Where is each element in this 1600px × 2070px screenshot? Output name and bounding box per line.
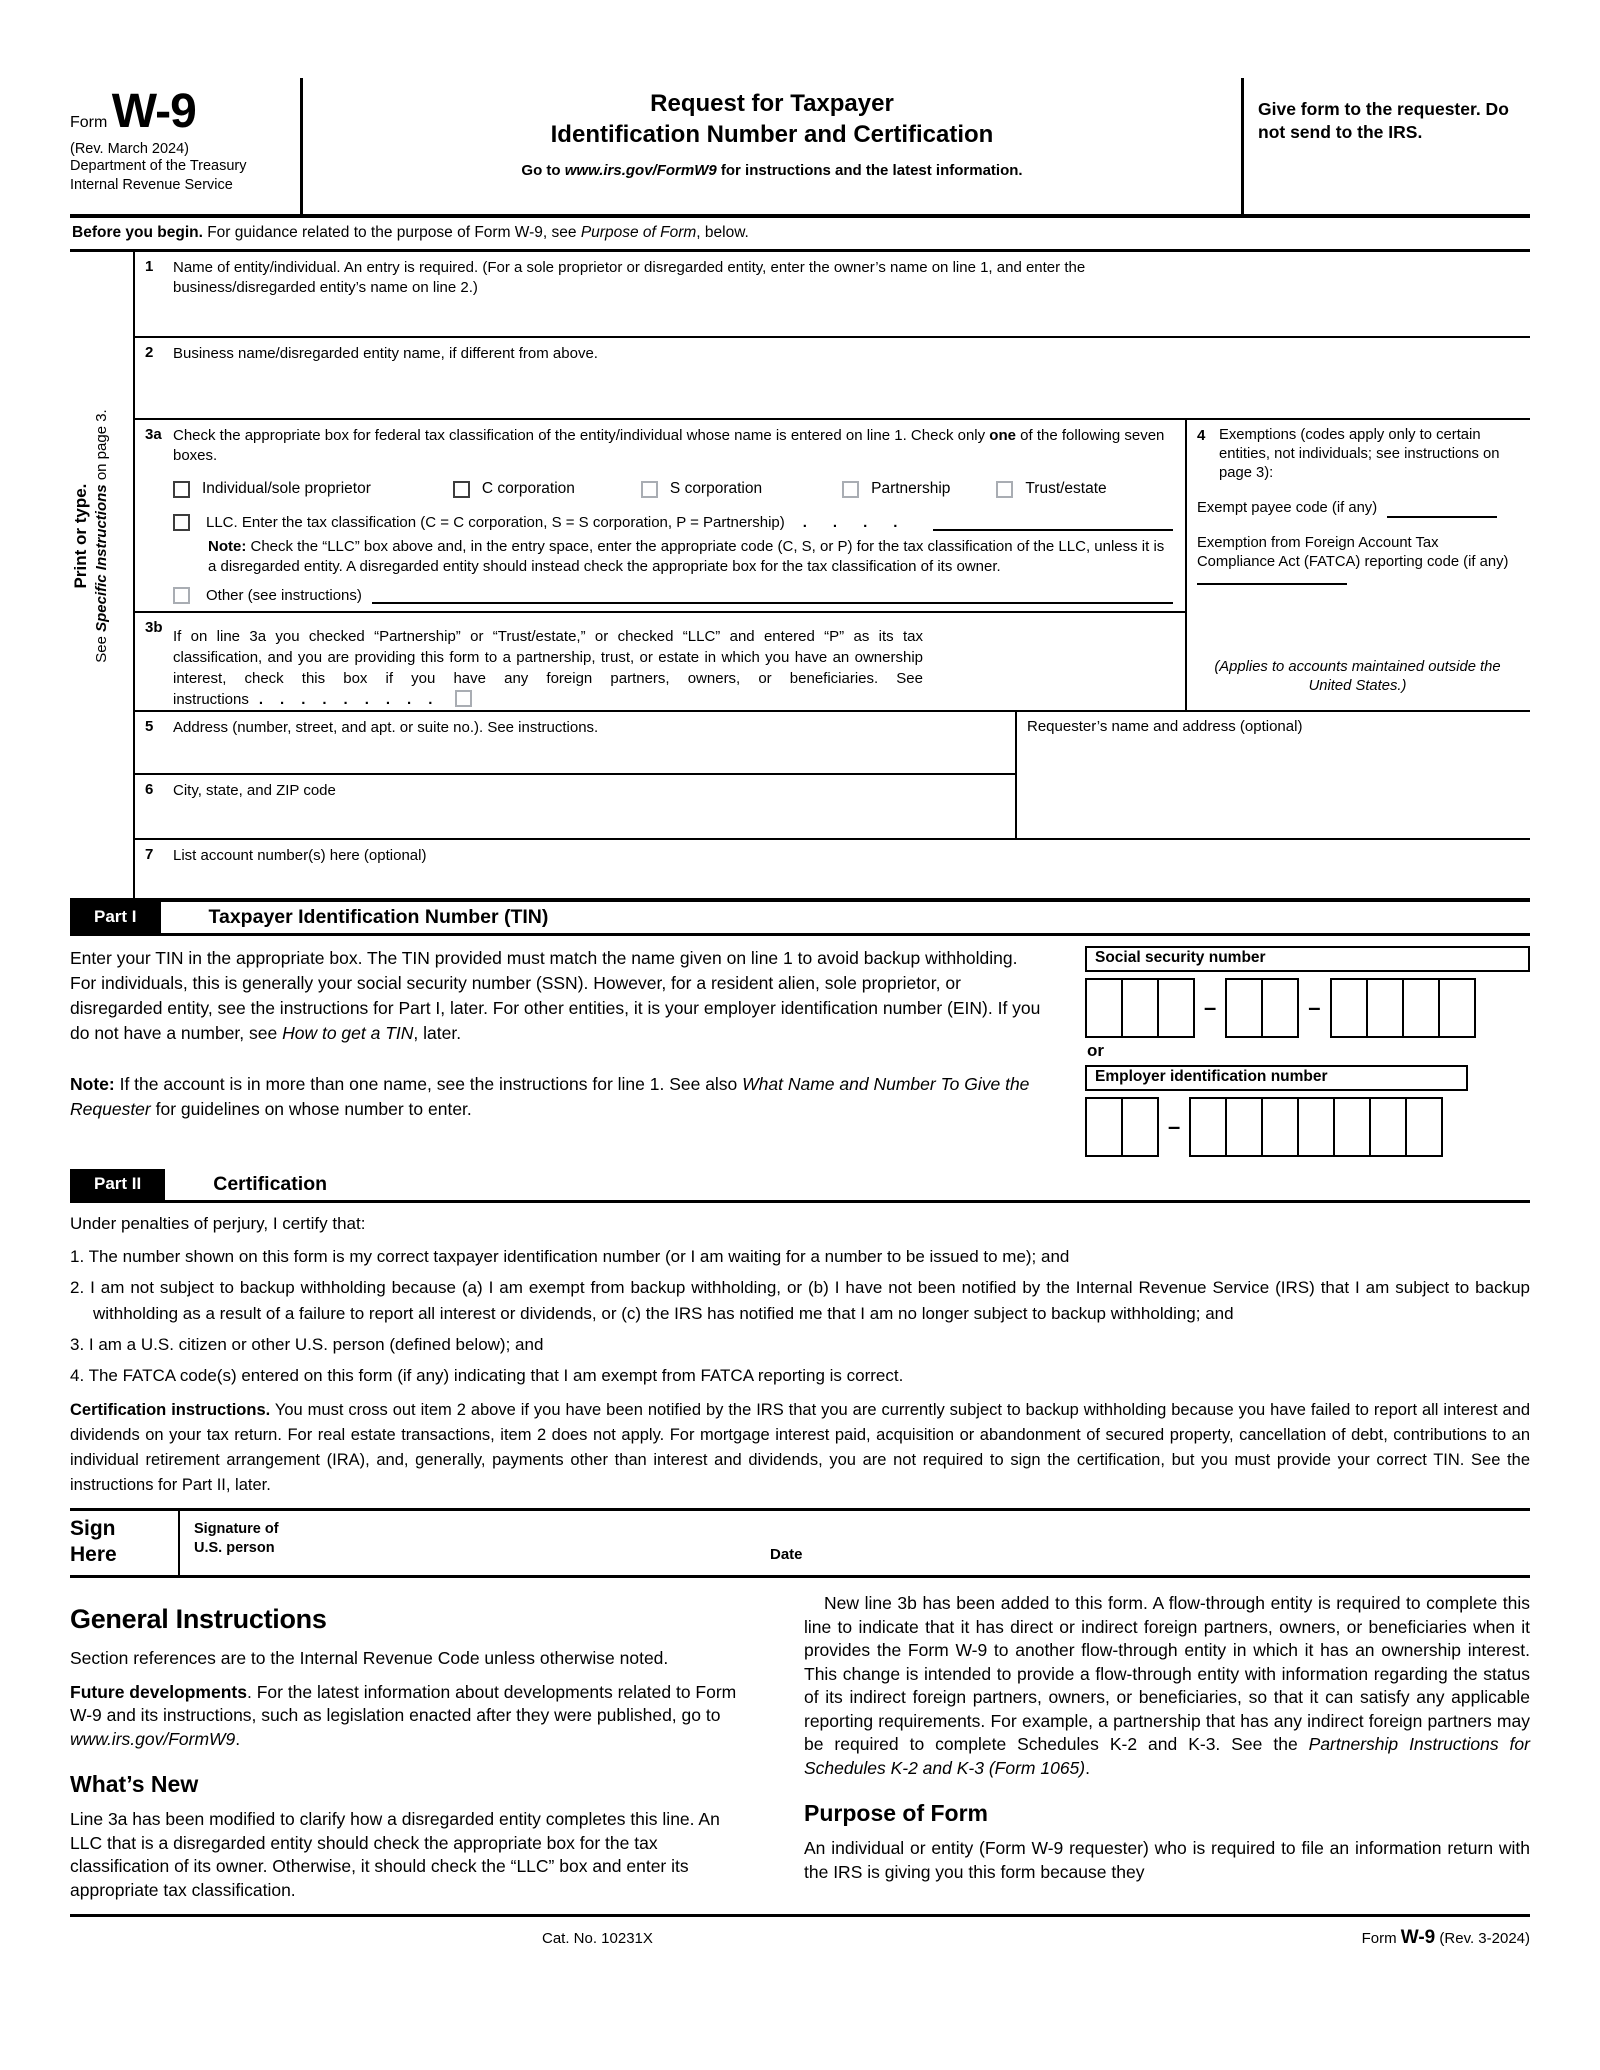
form-header <box>70 78 1530 218</box>
llc-label: LLC. Enter the tax classification (C = C corporation, S = S corporation, P = Partnership) <box>206 514 785 531</box>
fatca-row <box>1197 534 1518 591</box>
see-instructions-label: See Specific Instructions on page 3. <box>92 409 110 663</box>
field-row-3-4 <box>135 420 1530 712</box>
line4-label: Exemptions (codes apply only to certain entities, not individuals; see instructions on page 3): <box>1219 427 1500 481</box>
certification-item-1: 1. The number shown on this form is my correct taxpayer identification number (or I am waiting for a number to be issued to me); and <box>70 1247 1070 1266</box>
tax-classification-options <box>173 480 1173 498</box>
part2-body <box>70 1203 1530 1508</box>
form-number: W-9 <box>111 85 196 138</box>
checkbox-other[interactable] <box>173 587 190 604</box>
other-entry[interactable] <box>372 588 1173 604</box>
exempt-payee-code-entry[interactable] <box>1387 504 1497 518</box>
certification-intro: Under penalties of perjury, I certify that: <box>70 1214 366 1233</box>
whats-new-paragraph: Line 3a has been modified to clarify how a disregarded entity completes this line. An LLC that is a disregarded entity should check the appropriate box for the tax classification of its owner. Otherwise, it should check the “LLC” box and enter its appropriate tax classification. <box>70 1809 720 1900</box>
checkbox-trust-estate[interactable] <box>996 481 1013 498</box>
certification-item-3: 3. I am a U.S. citizen or other U.S. person (defined below); and <box>70 1335 544 1354</box>
option-label: S corporation <box>669 480 763 497</box>
ssn-label-box: Social security number <box>1085 946 1530 972</box>
field-column-4 <box>1185 420 1530 710</box>
checkbox-foreign-partners[interactable] <box>455 690 472 707</box>
other-option-row <box>173 587 1173 604</box>
checkbox-individual-sole-proprietor[interactable] <box>173 481 190 498</box>
other-label: Other (see instructions) <box>206 587 362 604</box>
line2-number: 2 <box>145 344 154 361</box>
field-rows <box>135 252 1530 898</box>
leader-dots: ......... <box>258 691 450 708</box>
line5-number: 5 <box>145 718 154 735</box>
signature-label: Signature of U.S. person <box>194 1521 279 1556</box>
part1-title: Taxpayer Identification Number (TIN) <box>208 906 549 928</box>
option-label: Partnership <box>871 480 951 497</box>
agency-line: Internal Revenue Service <box>70 177 233 193</box>
field-row-1 <box>135 252 1530 338</box>
llc-note: Note: Check the “LLC” box above and, in the entry space, enter the appropriate code (C, S, or P) for the tax classification of the LLC, unless it is a disregarded entity. A disregarded entity should instead check the appropriate box for the tax classification of its owner. <box>208 538 1165 575</box>
form-title <box>303 88 1241 150</box>
future-developments-paragraph: Future developments. For the latest information about developments related to Form W-9 and its instructions, such as legislation enacted after they were published, go to www.irs.gov/FormW9. <box>70 1681 737 1749</box>
or-label: or <box>1087 1041 1104 1060</box>
part1-paragraph: Enter your TIN in the appropriate box. The TIN provided must match the name given on line 1 to avoid backup withholding. For individuals, this is generally your social security number (SSN). However, for a resident alien, sole proprietor, or disregarded entity, see the instructions for Part I, later. For other entities, it is your employer identification number (EIN). If you do not have a number, see How to get a TIN, later. <box>70 948 1041 1043</box>
field-row-5 <box>135 712 1015 775</box>
form-revision: (Rev. March 2024) <box>70 141 189 157</box>
checkbox-c-corporation[interactable] <box>453 481 470 498</box>
print-or-type-sidebar <box>70 252 135 898</box>
department-line: Department of the Treasury <box>70 158 247 174</box>
field-row-5-6 <box>135 712 1530 840</box>
fatca-code-entry[interactable] <box>1197 573 1347 585</box>
purpose-of-form-paragraph: An individual or entity (Form W-9 requester) who is required to file an information return with the IRS is giving you this form because they <box>804 1838 1530 1882</box>
llc-option-row <box>173 514 1173 531</box>
part1-body <box>70 936 1530 1169</box>
section-references-paragraph: Section references are to the Internal Revenue Code unless otherwise noted. <box>70 1648 669 1668</box>
checkbox-partnership[interactable] <box>842 481 859 498</box>
exempt-payee-row <box>1197 499 1518 518</box>
ssn-group-2[interactable] <box>1225 978 1299 1038</box>
line6-number: 6 <box>145 781 154 798</box>
ssn-dash-1: – <box>1204 995 1217 1020</box>
goto-instruction: Go to www.irs.gov/FormW9 for instructions and the latest information. <box>521 162 1023 179</box>
print-or-type-label: Print or type. <box>70 483 90 589</box>
line4-number: 4 <box>1197 427 1206 444</box>
line7-label: List account number(s) here (optional) <box>173 847 427 864</box>
form-title-line2: Identification Number and Certification <box>550 121 994 148</box>
catalog-number: Cat. No. 10231X <box>542 1930 653 1947</box>
new-line-3b-paragraph: New line 3b has been added to this form. A flow-through entity is required to complete this line to indicate that it has direct or indirect foreign partners, owners, or beneficiaries when it provides the Form W-9 to another flow-through entity in which it has an ownership interest. This change is intended to provide a flow-through entity with information regarding the status of its indirect foreign partners, owners, or beneficiaries, so that it can satisfy any applicable reporting requirements. For example, a partnership that has any indirect foreign partners may be required to complete Schedules K-2 and K-3. See the Partnership Instructions for Schedules K-2 and K-3 (Form 1065). <box>804 1593 1530 1778</box>
requester-name-address-box[interactable] <box>1015 712 1530 838</box>
form-word: Form <box>70 114 108 131</box>
option-label: C corporation <box>481 480 575 497</box>
line7-number: 7 <box>145 846 154 863</box>
part2-header <box>70 1169 1530 1203</box>
ein-group-2[interactable] <box>1189 1097 1443 1157</box>
certification-item-4: 4. The FATCA code(s) entered on this form (if any) indicating that I am exempt from FATCA reporting is correct. <box>70 1366 904 1385</box>
line1-number: 1 <box>145 258 154 275</box>
fatca-label: Exemption from Foreign Account Tax Compliance Act (FATCA) reporting code (if any) <box>1197 535 1509 570</box>
field-row-3b <box>135 613 1185 710</box>
line2-label: Business name/disregarded entity name, if different from above. <box>173 345 598 362</box>
sign-here-label: Sign Here <box>70 1517 117 1566</box>
ssn-group-3[interactable] <box>1330 978 1476 1038</box>
general-instructions-title: General Instructions <box>70 1604 327 1634</box>
line5-label: Address (number, street, and apt. or suite no.). See instructions. <box>173 719 599 736</box>
purpose-of-form-title: Purpose of Form <box>804 1800 989 1826</box>
line3b-number: 3b <box>145 619 163 636</box>
date-input[interactable] <box>803 1511 1530 1575</box>
irs-url: www.irs.gov/FormW9 <box>564 162 717 179</box>
line3a-label: Check the appropriate box for federal tax classification of the entity/individual whose name is entered on line 1. Check only one of the following seven boxes. <box>173 427 1165 464</box>
form-fields-grid <box>70 252 1530 902</box>
certification-instructions: Certification instructions. You must cross out item 2 above if you have been notified by the IRS that you are currently subject to backup withholding because you have failed to report all interest and dividends on your tax return. For real estate transactions, item 2 does not apply. For mortgage interest paid, acquisition or abandonment of secured property, cancellation of debt, contributions to an individual retirement arrangement (IRA), and, generally, payments other than interest and dividends, you are not required to sign the certification, but you must provide your correct TIN. See the instructions for Part II, later. <box>70 1401 1530 1494</box>
ssn-input[interactable] <box>1085 978 1530 1038</box>
line1-label: Name of entity/individual. An entry is required. (For a sole proprietor or disregarded entity, enter the owner’s name on line 1, and enter the business/disregarded entity’s name on line 2.) <box>173 259 1086 296</box>
before-you-begin: Before you begin. For guidance related to the purpose of Form W-9, see Purpose of Form, below. <box>70 218 1530 252</box>
signature-input[interactable] <box>660 1511 770 1575</box>
instructions-left-column <box>70 1592 746 1912</box>
field-row-6 <box>135 775 1015 838</box>
leader-dots: .... <box>802 514 924 531</box>
instructions-right-column <box>804 1592 1530 1912</box>
form-title-block <box>303 78 1241 214</box>
field-row-2 <box>135 338 1530 420</box>
part1-note: Note: If the account is in more than one name, see the instructions for line 1. See also What Name and Number To Give the Requester for guidelines on whose number to enter. <box>70 1074 1030 1119</box>
tin-entry-column <box>1085 946 1530 1157</box>
part1-header <box>70 902 1530 936</box>
field-row-3a <box>135 420 1185 613</box>
ein-group-1[interactable] <box>1085 1097 1159 1157</box>
page-footer <box>70 1914 1530 1949</box>
line3b-label: If on line 3a you checked “Partnership” or “Trust/estate,” or checked “LLC” and entered “P” as its tax classification, and you are providing this form to a partnership, trust, or estate in which you have an ownership interest, check this box if you have any foreign partners, owners, or beneficiaries. See instructions ......... <box>173 628 923 708</box>
field-row-7 <box>135 840 1530 898</box>
sign-here-row <box>70 1508 1530 1578</box>
whats-new-title: What’s New <box>70 1771 199 1797</box>
sidebar-vertical-label <box>70 321 134 751</box>
requester-label: Requester’s name and address (optional) <box>1027 718 1303 735</box>
ein-input[interactable] <box>1085 1097 1530 1157</box>
exempt-payee-label: Exempt payee code (if any) <box>1197 500 1378 516</box>
part1-badge: Part I <box>70 902 161 933</box>
date-label: Date <box>770 1546 803 1563</box>
llc-classification-entry[interactable] <box>933 515 1173 531</box>
line6-label: City, state, and ZIP code <box>173 782 336 799</box>
footer-form-id: Form W-9 (Rev. 3-2024) <box>1361 1927 1530 1948</box>
part2-badge: Part II <box>70 1169 165 1200</box>
option-label: Trust/estate <box>1025 480 1107 497</box>
option-label: Individual/sole proprietor <box>202 480 371 497</box>
part2-title: Certification <box>213 1173 328 1195</box>
applies-note: (Applies to accounts maintained outside the United States.) <box>1214 659 1501 694</box>
give-form-note: Give form to the requester. Do not send to the IRS. <box>1241 78 1530 214</box>
checkbox-s-corporation[interactable] <box>641 481 658 498</box>
ein-dash: – <box>1168 1114 1181 1139</box>
certification-item-2: 2. I am not subject to backup withholding because (a) I am exempt from backup withholding, or (b) I have not been notified by the Internal Revenue Service (IRS) that I am subject to backup withholding as a result of a failure to report all interest or dividends, or (c) the IRS has notified me that I am no longer subject to backup withholding; and <box>70 1278 1530 1323</box>
form-title-line1: Request for Taxpayer <box>650 90 894 117</box>
ssn-group-1[interactable] <box>1085 978 1195 1038</box>
checkbox-llc[interactable] <box>173 514 190 531</box>
form-identity-block <box>70 78 303 214</box>
ssn-dash-2: – <box>1308 995 1321 1020</box>
line3a-number: 3a <box>145 426 162 443</box>
ein-label-box: Employer identification number <box>1085 1065 1468 1091</box>
instructions-section <box>70 1578 1530 1912</box>
